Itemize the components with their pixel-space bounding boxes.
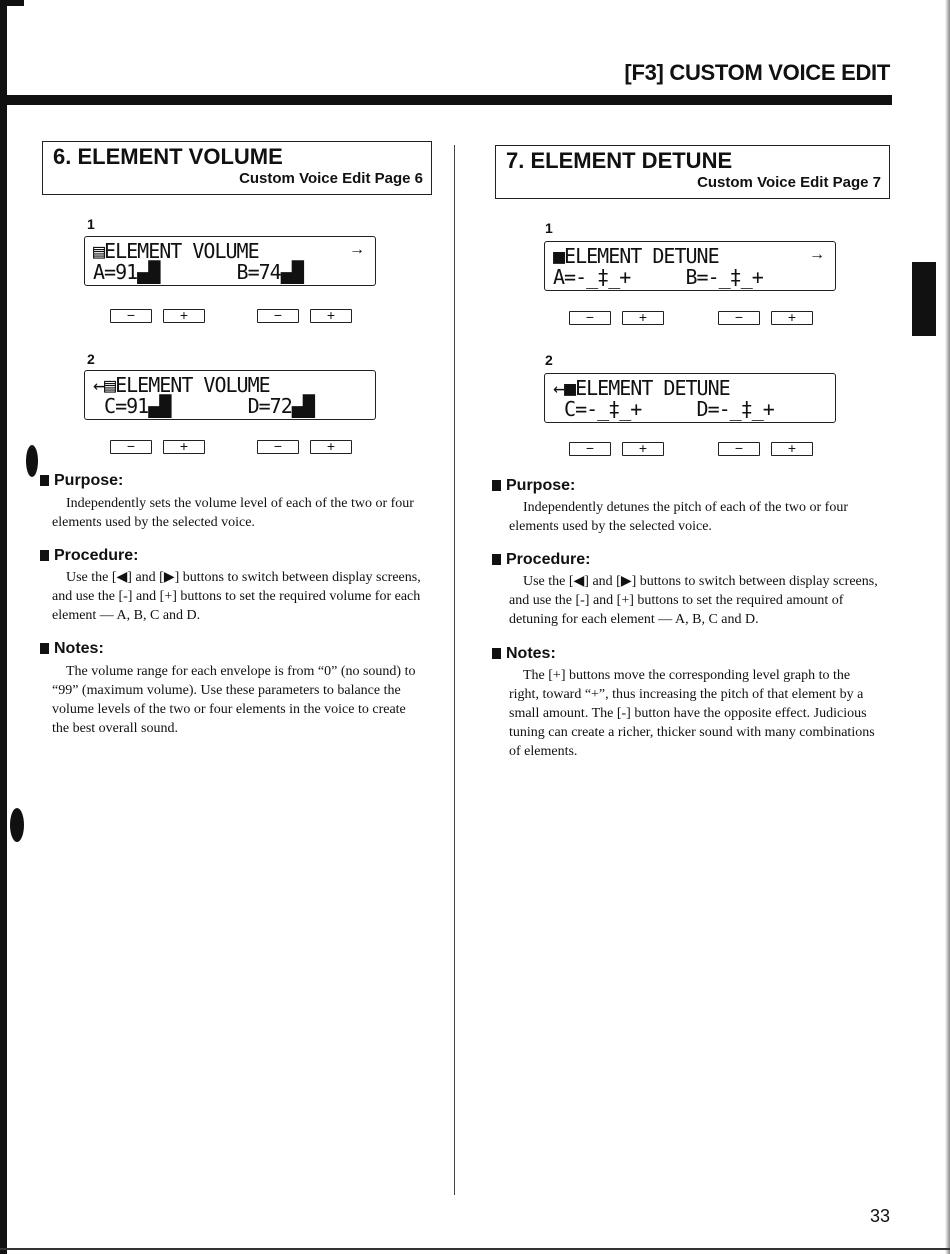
minus-button[interactable]: − <box>569 442 611 456</box>
purpose-text: Independently detunes the pitch of each of the two or four elements used by the selected voice. <box>509 500 849 534</box>
step-number: 2 <box>545 352 553 368</box>
notes-text: The volume range for each envelope is from “0” (no sound) to “99” (maximum volume). Use these parameters to balance the volume levels of the two or four elements in the voice to create the best overall sound. <box>52 664 416 736</box>
section-title-box <box>42 141 432 195</box>
lcd-display <box>544 373 836 423</box>
notes-text: The [+] buttons move the corresponding level graph to the right, toward “+”, thus increasing the pitch of that element by a small amount. The [-] button have the opposite effect. Judicious tuning can create a richer, thicker sound with many combinations of elements. <box>509 668 875 759</box>
binding-hole <box>26 445 38 477</box>
plus-button[interactable]: + <box>771 442 813 456</box>
minus-button[interactable]: − <box>257 309 299 323</box>
column-divider <box>454 145 455 1195</box>
notes-heading: Notes: <box>492 645 556 663</box>
minus-button[interactable]: − <box>718 442 760 456</box>
section-subtitle: Custom Voice Edit Page 6 <box>239 170 423 187</box>
plus-button[interactable]: + <box>163 309 205 323</box>
plus-button[interactable]: + <box>310 440 352 454</box>
section-title: 7. ELEMENT DETUNE <box>506 148 733 173</box>
step-number: 2 <box>87 351 95 367</box>
procedure-heading: Procedure: <box>492 551 590 569</box>
plus-button[interactable]: + <box>622 442 664 456</box>
minus-button[interactable]: − <box>718 311 760 325</box>
minus-button[interactable]: − <box>257 440 299 454</box>
minus-button[interactable]: − <box>569 311 611 325</box>
plus-button[interactable]: + <box>622 311 664 325</box>
lcd-display <box>84 236 376 286</box>
minus-button[interactable]: − <box>110 309 152 323</box>
purpose-text: Independently sets the volume level of each of the two or four elements used by the selected voice. <box>52 496 414 530</box>
procedure-text: Use the [◀] and [▶] buttons to switch between display screens, and use the [-] and [+] buttons to set the required amount of detuning for each element — A, B, C and D. <box>509 574 878 627</box>
lcd-line-1: ■ELEMENT DETUNE <box>553 244 719 268</box>
lcd-line-2: C=91▄█ D=72▄█ <box>93 394 314 418</box>
section-title-box <box>495 145 890 199</box>
lcd-line-2: A=-_‡_+ B=-_‡_+ <box>553 265 763 289</box>
procedure-text: Use the [◀] and [▶] buttons to switch between display screens, and use the [-] and [+] buttons to set the required volume for each element — A, B, C and D. <box>52 570 421 623</box>
right-arrow-icon: → <box>349 241 365 258</box>
step-number: 1 <box>87 216 95 232</box>
procedure-heading: Procedure: <box>40 547 138 565</box>
plus-button[interactable]: + <box>310 309 352 323</box>
scan-corner <box>0 0 24 6</box>
minus-button[interactable]: − <box>110 440 152 454</box>
right-arrow-icon: → <box>809 246 825 263</box>
page-number: 33 <box>869 1206 890 1226</box>
page-edge-shadow <box>945 0 950 1254</box>
lcd-line-1: ←■ELEMENT DETUNE <box>553 376 730 400</box>
lcd-line-1: ▤ELEMENT VOLUME <box>93 239 259 263</box>
page-bottom-edge <box>0 1248 950 1250</box>
page-header-title: [F3] CUSTOM VOICE EDIT <box>624 60 890 85</box>
section-title: 6. ELEMENT VOLUME <box>53 144 283 169</box>
lcd-line-2: C=-_‡_+ D=-_‡_+ <box>553 397 774 421</box>
lcd-display <box>84 370 376 420</box>
header-rule <box>0 95 892 105</box>
chapter-tab-marker <box>912 262 936 336</box>
section-subtitle: Custom Voice Edit Page 7 <box>697 174 881 191</box>
binding-edge <box>0 0 7 1254</box>
lcd-display <box>544 241 836 291</box>
plus-button[interactable]: + <box>771 311 813 325</box>
purpose-heading: Purpose: <box>40 472 123 490</box>
plus-button[interactable]: + <box>163 440 205 454</box>
step-number: 1 <box>545 220 553 236</box>
lcd-line-2: A=91▄█ B=74▄█ <box>93 260 303 284</box>
binding-hole <box>10 808 24 842</box>
lcd-line-1: ←▤ELEMENT VOLUME <box>93 373 270 397</box>
purpose-heading: Purpose: <box>492 477 575 495</box>
notes-heading: Notes: <box>40 640 104 658</box>
